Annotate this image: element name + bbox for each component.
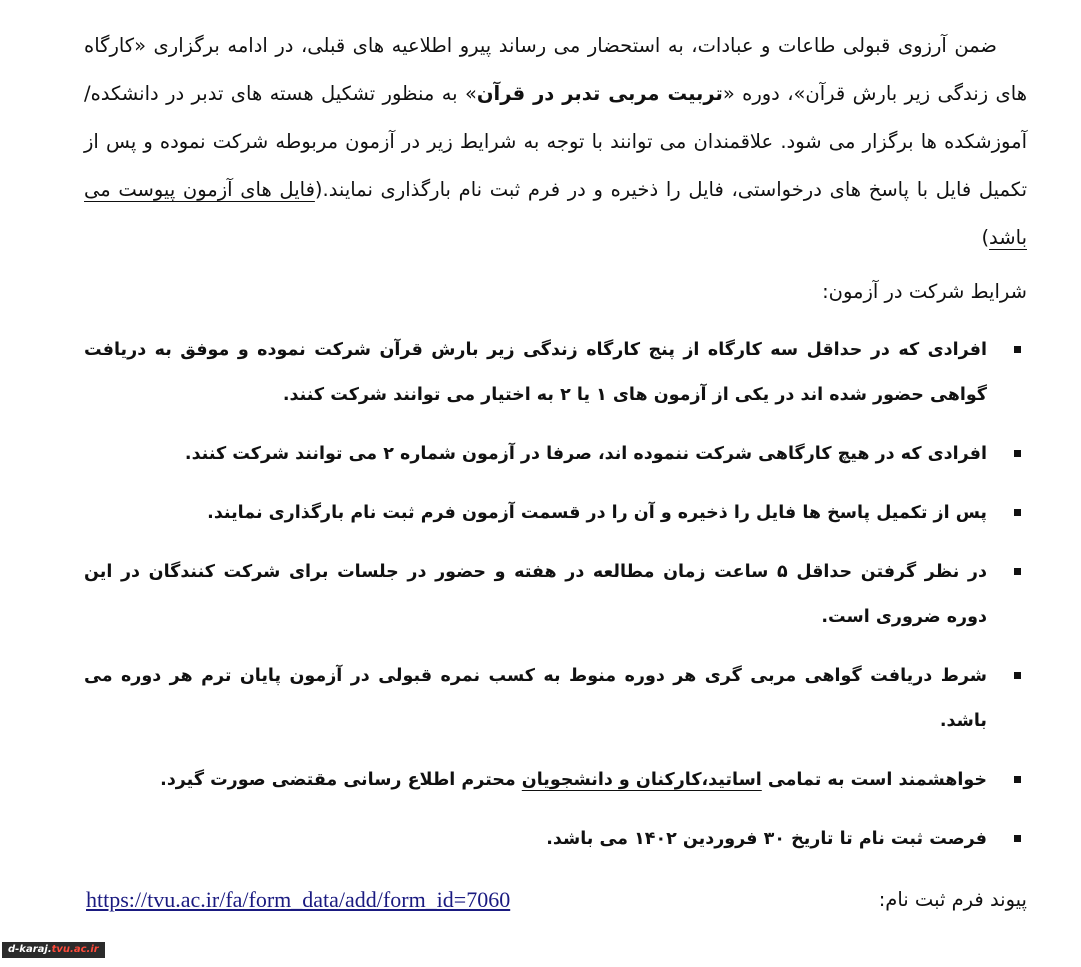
watermark-site-part1: d-karaj. <box>8 944 52 955</box>
condition-item <box>84 328 1027 418</box>
course-name: تربیت مربی تدبر در قرآن <box>476 82 723 105</box>
condition-text: در نظر گرفتن حداقل ۵ ساعت زمان مطالعه در هفته و حضور در جلسات برای شرکت کنندگان در این دوره ضروری است. <box>84 562 987 627</box>
condition-item <box>84 491 1027 536</box>
condition-text: افرادی که در هیچ کارگاهی شرکت ننموده اند، صرفا در آزمون شماره ۲ می توانند شرکت کنند. <box>184 444 987 464</box>
intro-text-part3: ) <box>981 226 990 249</box>
intro-paragraph <box>84 22 1027 262</box>
square-bullet-icon <box>1014 776 1021 783</box>
square-bullet-icon <box>1014 509 1021 516</box>
deadline-item <box>84 817 1027 862</box>
conditions-heading: شرایط شرکت در آزمون: <box>822 280 1027 303</box>
conditions-list <box>84 328 1027 862</box>
notice-item <box>84 758 1027 803</box>
notice-prefix: خواهشمند است به تمامی <box>761 770 987 790</box>
condition-item <box>84 654 1027 744</box>
square-bullet-icon <box>1014 346 1021 353</box>
watermark-site-part2: tvu.ac.ir <box>51 944 99 955</box>
square-bullet-icon <box>1014 450 1021 457</box>
deadline-text: فرصت ثبت نام تا تاریخ ۳۰ فروردین ۱۴۰۲ می باشد. <box>546 829 987 849</box>
condition-item <box>84 432 1027 477</box>
condition-text: پس از تکمیل پاسخ ها فایل را ذخیره و آن را در قسمت آزمون فرم ثبت نام بارگذاری نمایند. <box>207 503 987 523</box>
registration-form-link[interactable]: https://tvu.ac.ir/fa/form_data/add/form_id=7060 <box>86 887 511 912</box>
square-bullet-icon <box>1014 568 1021 575</box>
intro-text-part1: ضمن آرزوی قبولی طاعات و عبادات، به استحضار می رساند پیرو اطلاعیه های قبلی، در ادامه برگزاری «کارگاه های زندگی زیر بارش قرآن»، دوره « <box>84 34 1027 105</box>
condition-text: شرط دریافت گواهی مربی گری هر دوره منوط به کسب نمره قبولی در آزمون پایان ترم هر دوره می باشد. <box>84 666 987 731</box>
intro-text-part2: » به منظور تشکیل هسته های تدبر در دانشکده/آموزشکده ها برگزار می شود. علاقمندان می توانند با توجه به شرایط زیر در آزمون مربوطه شرکت نموده و پس از تکمیل فایل با پاسخ های درخواستی، فایل را ذخیره و در فرم ثبت نام بارگذاری نمایند.( <box>84 82 1028 201</box>
registration-row <box>86 880 1027 920</box>
notice-audience: اساتید،کارکنان و دانشجویان <box>521 770 762 790</box>
announcement-document <box>84 22 1027 876</box>
site-watermark <box>2 942 105 958</box>
condition-item <box>84 550 1027 640</box>
notice-suffix: محترم اطلاع رسانی مقتضی صورت گیرد. <box>160 770 522 790</box>
condition-text: افرادی که در حداقل سه کارگاه از پنج کارگاه زندگی زیر بارش قرآن شرکت نموده و موفق به دریافت گواهی حضور شده اند در یکی از آزمون های ۱ یا ۲ به اختیار می توانند شرکت کنند. <box>84 340 987 405</box>
registration-label: پیوند فرم ثبت نام: <box>878 888 1027 911</box>
square-bullet-icon <box>1014 835 1021 842</box>
exam-files-link[interactable]: فایل های آزمون پیوست می باشد <box>84 178 1027 249</box>
square-bullet-icon <box>1014 672 1021 679</box>
